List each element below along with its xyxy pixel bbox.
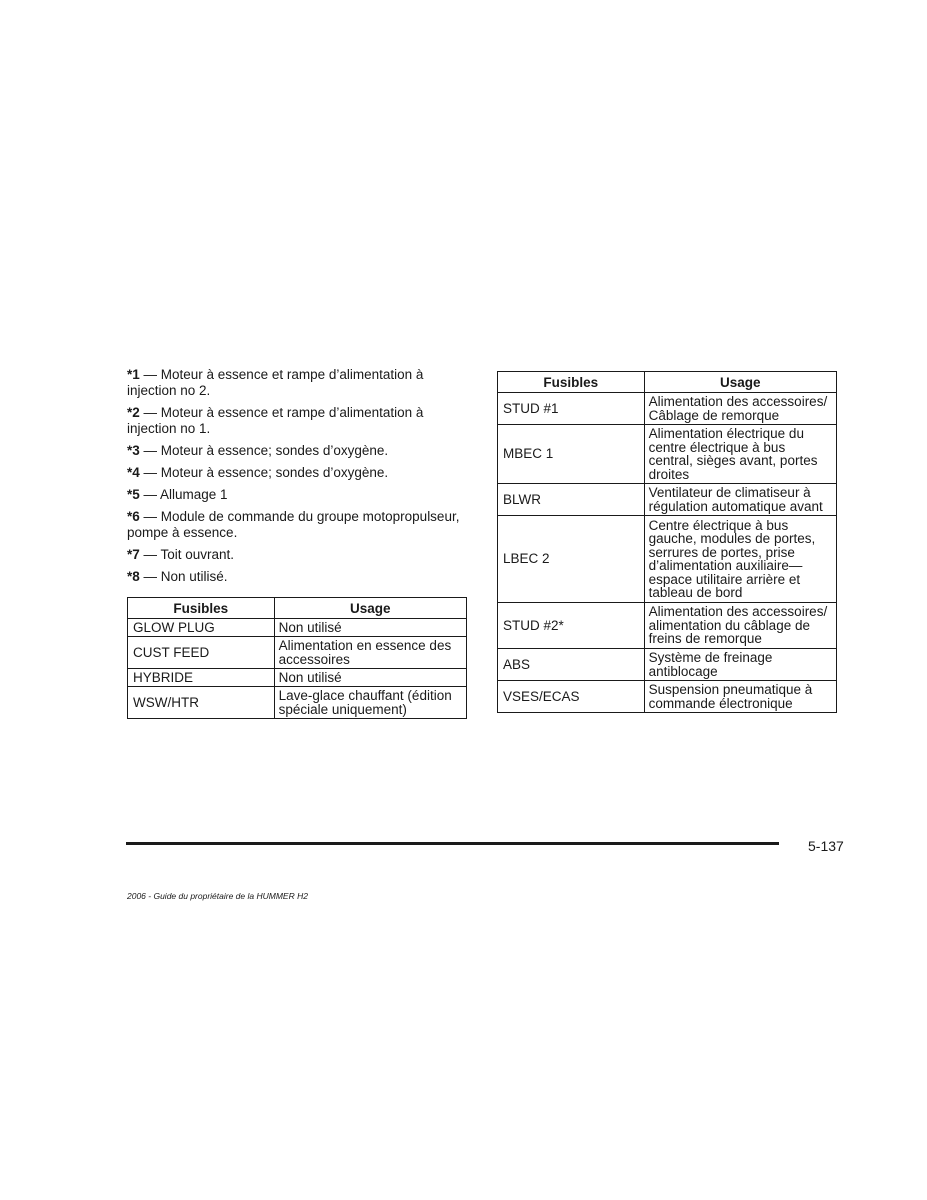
table-row bbox=[128, 669, 467, 687]
footnote-key: *4 bbox=[127, 465, 140, 480]
fuse-usage-cell: Alimentation en essence des accessoires bbox=[274, 637, 466, 669]
footnote-text: — Toit ouvrant. bbox=[139, 547, 235, 562]
fuse-name-cell: VSES/ECAS bbox=[498, 681, 645, 713]
footnote bbox=[127, 487, 472, 503]
fuse-name-cell: WSW/HTR bbox=[128, 687, 275, 719]
footer-rule bbox=[126, 842, 779, 845]
table-row bbox=[498, 681, 837, 713]
fuse-name-cell: MBEC 1 bbox=[498, 425, 645, 484]
fuse-name-cell: HYBRIDE bbox=[128, 669, 275, 687]
footnote bbox=[127, 465, 472, 481]
fuse-usage-cell: Alimentation électrique du centre électrique à bus central, sièges avant, portes droites bbox=[644, 425, 836, 484]
fuse-name-cell: STUD #2* bbox=[498, 603, 645, 649]
fuse-table-right bbox=[497, 371, 837, 713]
footnote-key: *1 bbox=[127, 367, 140, 382]
footnote-key: *6 bbox=[127, 509, 140, 524]
table-header-row bbox=[498, 372, 837, 393]
fuse-name-cell: GLOW PLUG bbox=[128, 619, 275, 637]
table-row bbox=[498, 393, 837, 425]
footer-text: 2006 - Guide du propriétaire de la HUMMER H2 bbox=[127, 891, 308, 901]
footnote-text: — Moteur à essence; sondes d’oxygène. bbox=[139, 465, 389, 480]
footnote-text: — Moteur à essence; sondes d’oxygène. bbox=[139, 443, 389, 458]
table-row bbox=[498, 484, 837, 516]
fuse-usage-cell: Alimentation des accessoires/ Câblage de remorque bbox=[644, 393, 836, 425]
fuse-usage-cell: Non utilisé bbox=[274, 619, 466, 637]
footnote-text: — Module de commande du groupe motopropulseur, pompe à essence. bbox=[127, 509, 460, 540]
footnote bbox=[127, 569, 472, 585]
footnote-key: *7 bbox=[127, 547, 140, 562]
fuse-table-left bbox=[127, 597, 467, 719]
footnote bbox=[127, 367, 472, 399]
footnote-key: *2 bbox=[127, 405, 140, 420]
footnote-key: *3 bbox=[127, 443, 140, 458]
fuse-name-cell: ABS bbox=[498, 649, 645, 681]
table-row bbox=[498, 425, 837, 484]
footnote-text: — Moteur à essence et rampe d’alimentation à injection no 2. bbox=[127, 367, 424, 398]
footnotes bbox=[127, 367, 472, 591]
column-header-usage: Usage bbox=[644, 372, 836, 393]
fuse-usage-cell: Non utilisé bbox=[274, 669, 466, 687]
fuse-name-cell: STUD #1 bbox=[498, 393, 645, 425]
footnote bbox=[127, 547, 472, 563]
table-row bbox=[128, 687, 467, 719]
footnote-text: — Non utilisé. bbox=[139, 569, 228, 584]
fuse-usage-cell: Système de freinage antiblocage bbox=[644, 649, 836, 681]
fuse-name-cell: BLWR bbox=[498, 484, 645, 516]
footnote-key: *5 bbox=[127, 487, 140, 502]
table-row bbox=[498, 603, 837, 649]
fuse-usage-cell: Lave-glace chauffant (édition spéciale uniquement) bbox=[274, 687, 466, 719]
table-row bbox=[128, 637, 467, 669]
column-header-fuses: Fusibles bbox=[128, 598, 275, 619]
fuse-usage-cell: Suspension pneumatique à commande électronique bbox=[644, 681, 836, 713]
table-row bbox=[498, 516, 837, 603]
fuse-usage-cell: Centre électrique à bus gauche, modules de portes, serrures de portes, prise d’alimentation auxiliaire—espace utilitaire arrière et tableau de bord bbox=[644, 516, 836, 603]
footnote-text: — Allumage 1 bbox=[139, 487, 228, 502]
fuse-usage-cell: Alimentation des accessoires/ alimentation du câblage de freins de remorque bbox=[644, 603, 836, 649]
table-header-row bbox=[128, 598, 467, 619]
page-number: 5-137 bbox=[808, 838, 844, 854]
footnote-key: *8 bbox=[127, 569, 140, 584]
table-row bbox=[498, 649, 837, 681]
footnote bbox=[127, 509, 472, 541]
column-header-fuses: Fusibles bbox=[498, 372, 645, 393]
footnote bbox=[127, 405, 472, 437]
fuse-name-cell: LBEC 2 bbox=[498, 516, 645, 603]
fuse-usage-cell: Ventilateur de climatiseur à régulation automatique avant bbox=[644, 484, 836, 516]
column-header-usage: Usage bbox=[274, 598, 466, 619]
footnote-text: — Moteur à essence et rampe d’alimentation à injection no 1. bbox=[127, 405, 424, 436]
table-row bbox=[128, 619, 467, 637]
fuse-name-cell: CUST FEED bbox=[128, 637, 275, 669]
footnote bbox=[127, 443, 472, 459]
